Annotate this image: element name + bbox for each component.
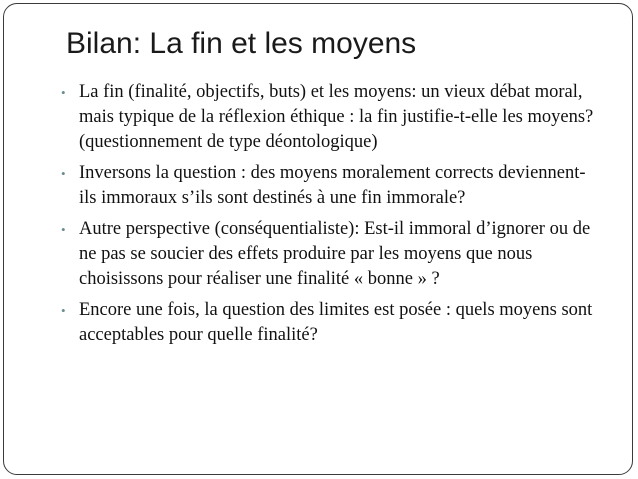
bullet-item xyxy=(61,298,601,348)
bullet-text: Encore une fois, la question des limites est posée : quels moyens sont acceptables pour quelle finalité? xyxy=(79,300,593,345)
bullet-icon: • xyxy=(61,85,66,100)
bullet-text: Autre perspective (conséquentialiste): Est-il immoral d’ignorer ou de ne pas se soucier des effets produire par les moyens que nous choisissons pour réaliser une finalité « bonne » ? xyxy=(79,219,591,289)
bullet-item xyxy=(61,80,601,155)
bullet-text: Inversons la question : des moyens moralement corrects deviennent-ils immoraux s’ils sont destinés à une fin immorale? xyxy=(79,163,586,208)
bullet-icon: • xyxy=(61,303,66,318)
bullet-item xyxy=(61,161,601,211)
bullet-icon: • xyxy=(61,222,66,237)
bullet-item xyxy=(61,217,601,292)
slide-title: Bilan: La fin et les moyens xyxy=(66,27,417,60)
bullet-list xyxy=(61,80,601,354)
bullet-icon: • xyxy=(61,166,66,181)
bullet-text: La fin (finalité, objectifs, buts) et les moyens: un vieux débat moral, mais typique de la réflexion éthique : la fin justifie-t-elle les moyens? (questionnement de type déontologique) xyxy=(79,82,594,152)
